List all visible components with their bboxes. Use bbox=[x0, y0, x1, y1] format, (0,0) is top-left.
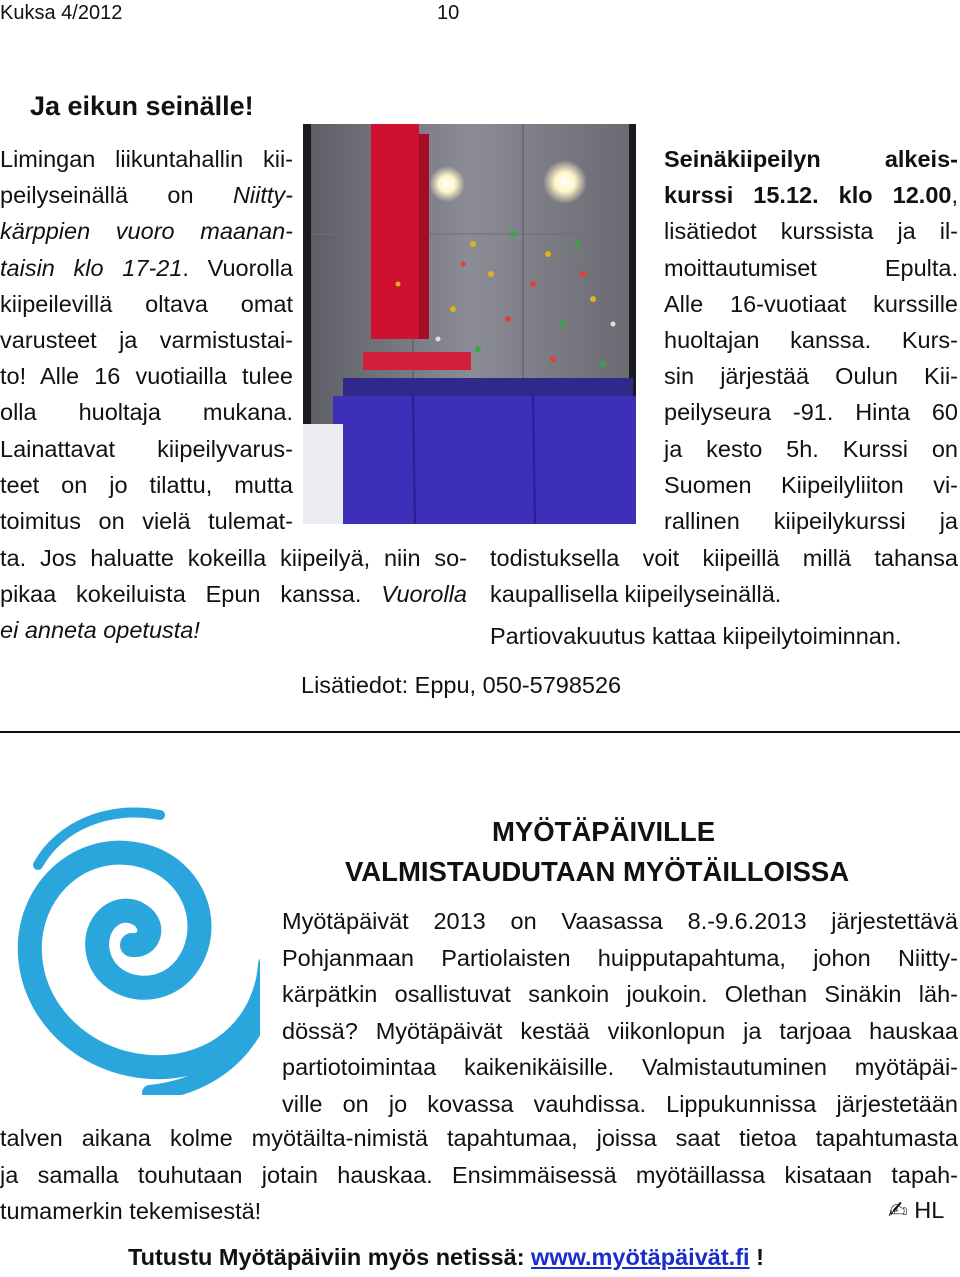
text-line bbox=[664, 506, 958, 536]
text-line bbox=[664, 216, 958, 246]
text-run: Seinäkiipeilyn alkeis- bbox=[664, 146, 958, 172]
text-line bbox=[0, 325, 293, 355]
section-divider bbox=[0, 731, 960, 733]
text-line bbox=[664, 325, 958, 355]
text-run: peilyseura -91. Hinta 60 bbox=[664, 399, 958, 426]
text-line bbox=[282, 906, 958, 936]
insurance-note: Partiovakuutus kattaa kiipeilytoiminnan. bbox=[490, 623, 902, 649]
web-prefix: Tutustu Myötäpäiviin myös netissä: bbox=[128, 1244, 532, 1270]
text-run: talven aikana kolme myötäilta-nimistä tapahtumaa, joissa saat tietoa tapahtumasta bbox=[0, 1125, 958, 1151]
text-run: ja samalla touhutaan jotain hauskaa. Ensimmäisessä myötäillassa kisataan tapah- bbox=[0, 1162, 958, 1188]
text-line bbox=[0, 397, 293, 427]
text-line bbox=[0, 506, 293, 536]
text-run: , bbox=[951, 182, 958, 209]
text-line bbox=[0, 216, 293, 246]
text-run: ta. Jos haluatte kokeilla kiipeilyä, niin so- bbox=[0, 545, 467, 571]
text-run: Lainattavat kiipeilyvarus- bbox=[0, 435, 293, 462]
text-run: dössä? Myötäpäivät kestää viikonlopun ja tarjoaa hauskaa bbox=[282, 1017, 958, 1044]
climbing-wall-photo bbox=[303, 124, 636, 524]
text-run: kiipeilevillä oltava omat bbox=[0, 290, 293, 317]
text-line bbox=[282, 979, 958, 1009]
text-run: Pohjanmaan Partiolaisten huipputapahtuma, johon Niitty- bbox=[282, 944, 958, 971]
text-run: kurssi 15.12. klo 12.00 bbox=[664, 182, 952, 209]
text-line bbox=[0, 289, 293, 319]
text-line bbox=[664, 434, 958, 464]
author-signature bbox=[888, 1196, 944, 1224]
myotapaivat-logo bbox=[0, 795, 260, 1095]
text-line bbox=[282, 1052, 958, 1082]
text-run: huoltajan kanssa. Kurs- bbox=[664, 327, 958, 353]
issue-label: Kuksa 4/2012 bbox=[0, 2, 123, 24]
text-line bbox=[282, 1016, 958, 1046]
text-line bbox=[0, 1160, 958, 1190]
article-title-line2: VALMISTAUDUTAAN MYÖTÄILLOISSA bbox=[345, 856, 850, 887]
text-run: lisätiedot kurssista ja il- bbox=[664, 218, 958, 245]
text-run: Vuorolla bbox=[381, 581, 467, 608]
text-line bbox=[664, 361, 958, 391]
text-line bbox=[0, 615, 467, 645]
text-line bbox=[0, 361, 293, 391]
text-run: Niitty- bbox=[232, 182, 293, 209]
text-run: ville on jo kovassa vauhdissa. Lippukunnissa järjestetään bbox=[282, 1090, 958, 1117]
text-run: todistuksella voit kiipeillä millä tahansa bbox=[490, 545, 958, 571]
text-run: peilyseinällä on bbox=[0, 182, 233, 209]
text-run: sin järjestää Oulun Kii- bbox=[664, 363, 958, 390]
text-line bbox=[664, 470, 958, 500]
text-line bbox=[0, 434, 293, 464]
text-line bbox=[0, 543, 467, 573]
contact-info: Lisätiedot: Eppu, 050-5798526 bbox=[301, 672, 622, 698]
text-line bbox=[490, 579, 958, 609]
text-line bbox=[282, 943, 958, 973]
text-run: varusteet ja varmistustai- bbox=[0, 327, 293, 353]
text-run: Suomen Kiipeilyliiton vi- bbox=[664, 471, 958, 498]
text-run: moittautumiset Epulta. bbox=[664, 254, 958, 281]
text-line bbox=[0, 144, 293, 174]
text-line bbox=[0, 253, 293, 283]
text-run: to! Alle 16 vuotiailla tulee bbox=[0, 363, 293, 390]
text-run: ei anneta opetusta! bbox=[0, 617, 200, 644]
web-suffix: ! bbox=[749, 1244, 764, 1270]
text-line bbox=[664, 180, 958, 210]
final-line: tumamerkin tekemisestä! bbox=[0, 1198, 262, 1224]
text-run: kärppien vuoro maanan- bbox=[0, 218, 293, 245]
text-run: ja kesto 5h. Kurssi on bbox=[664, 435, 958, 462]
text-run: partiotoimintaa kaikenikäisille. Valmistautuminen myötäpäi- bbox=[282, 1054, 958, 1080]
pen-icon: ✍ bbox=[888, 1197, 908, 1223]
text-run: pikaa kokeiluista Epun kanssa. bbox=[0, 581, 382, 608]
author-initials: HL bbox=[914, 1197, 945, 1223]
text-run: taisin klo 17-21 bbox=[0, 254, 183, 281]
text-line bbox=[664, 397, 958, 427]
text-run: Limingan liikuntahallin kii- bbox=[0, 146, 293, 172]
text-run: Alle 16-vuotiaat kurssille bbox=[664, 290, 958, 317]
text-line bbox=[490, 543, 958, 573]
text-line bbox=[664, 144, 958, 174]
text-line bbox=[0, 180, 293, 210]
article-title-climbing: Ja eikun seinälle! bbox=[30, 91, 254, 121]
text-line bbox=[664, 289, 958, 319]
page-number: 10 bbox=[437, 2, 460, 24]
text-run: . Vuorolla bbox=[182, 254, 293, 281]
text-run: teet on jo tilattu, mutta bbox=[0, 471, 293, 498]
web-promo bbox=[128, 1244, 764, 1271]
web-link[interactable]: www.myötäpäivät.fi bbox=[531, 1244, 750, 1270]
text-run: kaupallisella kiipeilyseinällä. bbox=[490, 581, 782, 608]
text-line bbox=[0, 579, 467, 609]
text-line bbox=[282, 1089, 958, 1119]
text-run: Myötäpäivät 2013 on Vaasassa 8.-9.6.2013 järjestettävä bbox=[282, 908, 958, 934]
text-run: olla huoltaja mukana. bbox=[0, 399, 293, 426]
text-line bbox=[0, 1123, 958, 1153]
text-run: toimitus on vielä tulemat- bbox=[0, 508, 293, 534]
text-run: rallinen kiipeilykurssi ja bbox=[664, 508, 958, 534]
text-line bbox=[664, 253, 958, 283]
text-run: kärpätkin osallistuvat sankoin joukoin. Olethan Sinäkin läh- bbox=[282, 981, 958, 1007]
article-title-line1: MYÖTÄPÄIVILLE bbox=[492, 816, 716, 847]
text-line bbox=[0, 470, 293, 500]
